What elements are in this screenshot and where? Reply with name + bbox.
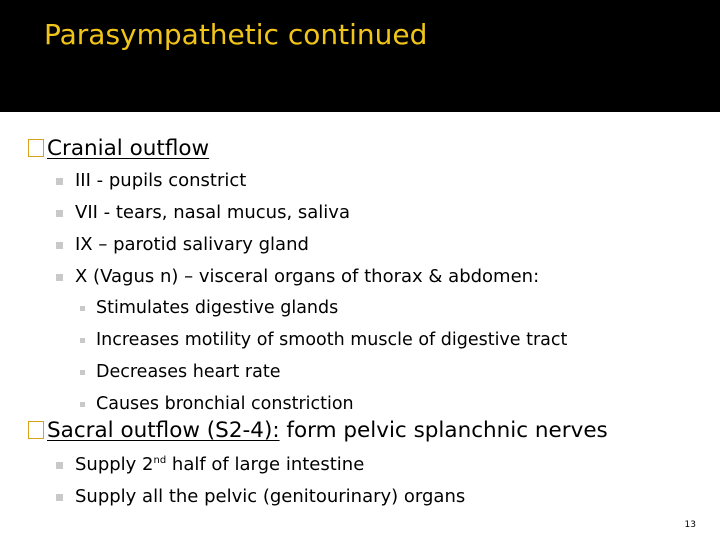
square-bullet-icon [56,242,63,249]
sacral-item-text: half of large intestine [166,454,365,475]
box-bullet-icon [28,139,44,157]
cranial-item: III - pupils constrict [75,170,247,191]
box-bullet-icon [28,421,44,439]
cranial-item: X (Vagus n) – visceral organs of thorax & abdomen: [75,266,540,287]
sacral-heading-text: Sacral outflow (S2-4): [47,418,280,443]
vagus-subitem: Causes bronchial constriction [96,394,354,414]
square-bullet-icon [56,462,63,469]
slide-title: Parasympathetic continued [44,18,428,51]
slide-content [0,112,720,540]
sacral-item-text: Supply 2 [75,454,154,475]
square-bullet-icon [56,494,63,501]
page-number: 13 [684,520,696,530]
cranial-item: VII - tears, nasal mucus, saliva [75,202,350,223]
square-bullet-icon [56,178,63,185]
vagus-subitem: Increases motility of smooth muscle of digestive tract [96,330,568,350]
square-bullet-icon [56,274,63,281]
sacral-heading [28,418,608,443]
cranial-item: IX – parotid salivary gland [75,234,309,255]
small-square-bullet-icon [80,370,85,375]
cranial-heading [28,136,209,161]
sacral-item [75,454,364,475]
square-bullet-icon [56,210,63,217]
cranial-heading-text: Cranial outflow [47,136,210,161]
small-square-bullet-icon [80,306,85,311]
ordinal-suffix: nd [153,455,167,466]
small-square-bullet-icon [80,338,85,343]
small-square-bullet-icon [80,402,85,407]
vagus-subitem: Stimulates digestive glands [96,298,339,318]
sacral-heading-rest: form pelvic splanchnic nerves [279,418,608,443]
vagus-subitem: Decreases heart rate [96,362,281,382]
sacral-item: Supply all the pelvic (genitourinary) organs [75,486,466,507]
